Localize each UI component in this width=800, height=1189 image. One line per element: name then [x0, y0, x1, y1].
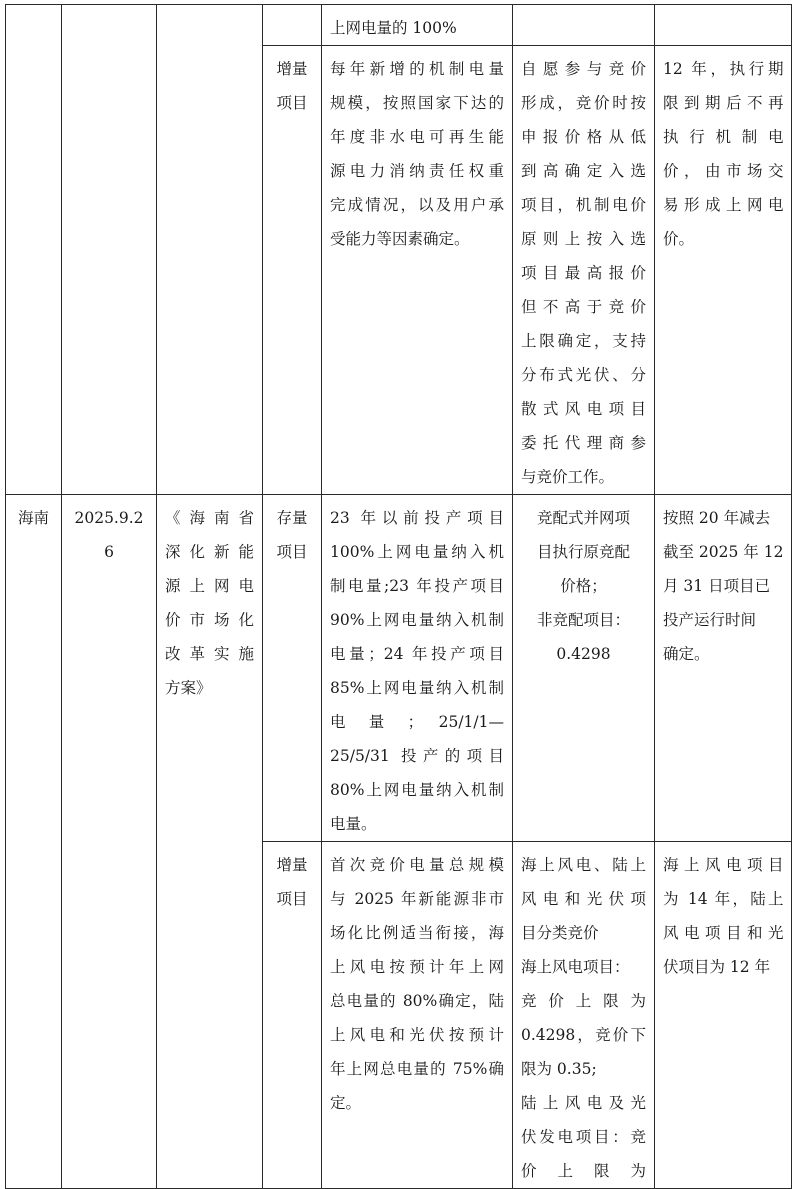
- category-label: 项目: [276, 890, 308, 908]
- price-text: 目执行原竞配: [536, 543, 630, 561]
- date-text: 6: [104, 543, 114, 561]
- price-text: 但不高于竞价: [521, 298, 646, 316]
- province-name: 海南: [17, 509, 49, 527]
- period-text: 12 年，执行期: [663, 60, 784, 78]
- scale-text: 电量；24 年投产项目: [330, 645, 504, 663]
- scale-text: 年度非水电可再生能: [330, 128, 504, 146]
- date-cell: [62, 5, 157, 495]
- price-text: 海上风电、陆上: [521, 856, 646, 874]
- price-text: 形成，竞价时按: [521, 94, 646, 112]
- period-text: 确定。: [663, 645, 710, 663]
- price-text: 海上风电项目：: [521, 958, 630, 976]
- price-text: 非竞配项目：: [536, 611, 630, 629]
- scale-text: 定。: [330, 1094, 362, 1112]
- period-text: 伏项目为 12 年: [663, 958, 771, 976]
- price-text: 上限确定，支持: [521, 332, 646, 350]
- scale-text: 制电量;23 年投产项目: [330, 577, 504, 595]
- price-text: 目分类竞价: [521, 924, 599, 942]
- price-text: 委托代理商参: [521, 434, 646, 452]
- scale-text: 85%上网电量纳入机制: [330, 679, 504, 697]
- scale-text: 上风电按预计年上网: [330, 958, 504, 976]
- period-text: 截至 2025 年 12: [663, 543, 784, 561]
- period-text: 价，由市场交: [663, 162, 784, 180]
- price-text: 散式风电项目: [521, 400, 646, 418]
- price-text: 风电和光伏项: [521, 890, 646, 908]
- price-text: 价格；: [560, 577, 607, 595]
- price-cell: [513, 842, 655, 1189]
- category-cell: [263, 46, 322, 495]
- policy-title: 方案》: [165, 679, 212, 697]
- category-label: 增量: [276, 856, 308, 874]
- period-text: 海上风电项目: [663, 856, 784, 874]
- period-text: 投产运行时间: [663, 611, 757, 629]
- category-cell: [263, 5, 322, 46]
- period-cell: [655, 46, 792, 495]
- policy-table: [5, 4, 792, 1189]
- scale-text: 首次竞价电量总规模: [330, 856, 504, 874]
- scale-text: 规模，按照国家下达的: [330, 94, 504, 112]
- category-label: 存量: [276, 509, 308, 527]
- price-text: 限为 0.35;: [521, 1060, 597, 1078]
- price-text: 项目最高报价: [521, 264, 646, 282]
- category-cell: [263, 495, 322, 842]
- scale-text: 源电力消纳责任权重: [330, 162, 504, 180]
- scale-text: 上网电量的 100%: [330, 19, 457, 37]
- period-text: 价。: [663, 230, 695, 248]
- policy-cell: [157, 5, 263, 495]
- scale-text: 电 量 ； 25/1/1—: [330, 713, 504, 731]
- category-label: 项目: [276, 94, 308, 112]
- period-text: 易形成上网电: [663, 196, 784, 214]
- scale-cell: [322, 5, 513, 46]
- price-text: 自愿参与竞价: [521, 60, 646, 78]
- price-value: 0.4298: [556, 645, 611, 663]
- category-label: 增量: [276, 60, 308, 78]
- scale-text: 与 2025 年新能源非市: [330, 890, 504, 908]
- scale-text: 80%上网电量纳入机制: [330, 781, 504, 799]
- period-text: 按照 20 年减去: [663, 509, 771, 527]
- price-text: 项目，机制电价: [521, 196, 646, 214]
- period-text: 风电项目和光: [663, 924, 784, 942]
- policy-title: 价市场化: [165, 611, 254, 629]
- scale-text: 电量。: [330, 815, 377, 833]
- scale-text: 90%上网电量纳入机制: [330, 611, 504, 629]
- policy-title: 源上网电: [165, 577, 254, 595]
- price-text: 0.4298，竞价下: [521, 1026, 646, 1044]
- table-row: [6, 5, 792, 46]
- scale-text: 年上网总电量的 75%确: [330, 1060, 504, 1078]
- price-text: 价 上 限 为: [521, 1162, 646, 1180]
- scale-text: 总电量的 80%确定，陆: [330, 992, 504, 1010]
- price-cell: [513, 46, 655, 495]
- table-row: [6, 495, 792, 842]
- category-cell: [263, 842, 322, 1189]
- price-text: 陆上风电及光: [521, 1094, 646, 1112]
- policy-cell: [157, 495, 263, 1189]
- date-cell: [62, 495, 157, 1189]
- category-label: 项目: [276, 543, 308, 561]
- scale-text: 场化比例适当衔接，海: [330, 924, 504, 942]
- policy-title: 改革实施: [165, 645, 254, 663]
- scale-text: 每年新增的机制电量: [330, 60, 504, 78]
- price-text: 竞价上限为: [521, 992, 646, 1010]
- policy-title: 深化新能: [165, 543, 254, 561]
- price-text: 与竞价工作。: [521, 468, 615, 486]
- period-text: 月 31 日项目已: [663, 577, 771, 595]
- period-cell: [655, 5, 792, 46]
- price-cell: [513, 495, 655, 842]
- scale-text: 受能力等因素确定。: [330, 230, 470, 248]
- scale-cell: [322, 495, 513, 842]
- price-text: 竞配式并网项: [536, 509, 630, 527]
- price-cell: [513, 5, 655, 46]
- policy-title: 《海南省: [165, 509, 254, 527]
- price-text: 原则上按入选: [521, 230, 646, 248]
- period-text: 为 14 年，陆上: [663, 890, 784, 908]
- scale-cell: [322, 46, 513, 495]
- price-text: 到高确定入选: [521, 162, 646, 180]
- scale-text: 上风电和光伏按预计: [330, 1026, 504, 1044]
- price-text: 伏发电项目：竞: [521, 1128, 646, 1146]
- period-text: 限到期后不再: [663, 94, 784, 112]
- period-cell: [655, 495, 792, 842]
- price-text: 分布式光伏、分: [521, 366, 646, 384]
- scale-text: 完成情况，以及用户承: [330, 196, 504, 214]
- scale-text: 23 年以前投产项目: [330, 509, 504, 527]
- scale-text: 25/5/31 投产的项目: [330, 747, 504, 765]
- scale-text: 100%上网电量纳入机: [330, 543, 504, 561]
- scale-cell: [322, 842, 513, 1189]
- province-cell: [6, 495, 62, 1189]
- period-cell: [655, 842, 792, 1189]
- price-text: 申报价格从低: [521, 128, 646, 146]
- period-text: 执行机制电: [663, 128, 784, 146]
- date-text: 2025.9.2: [74, 509, 144, 527]
- province-cell: [6, 5, 62, 495]
